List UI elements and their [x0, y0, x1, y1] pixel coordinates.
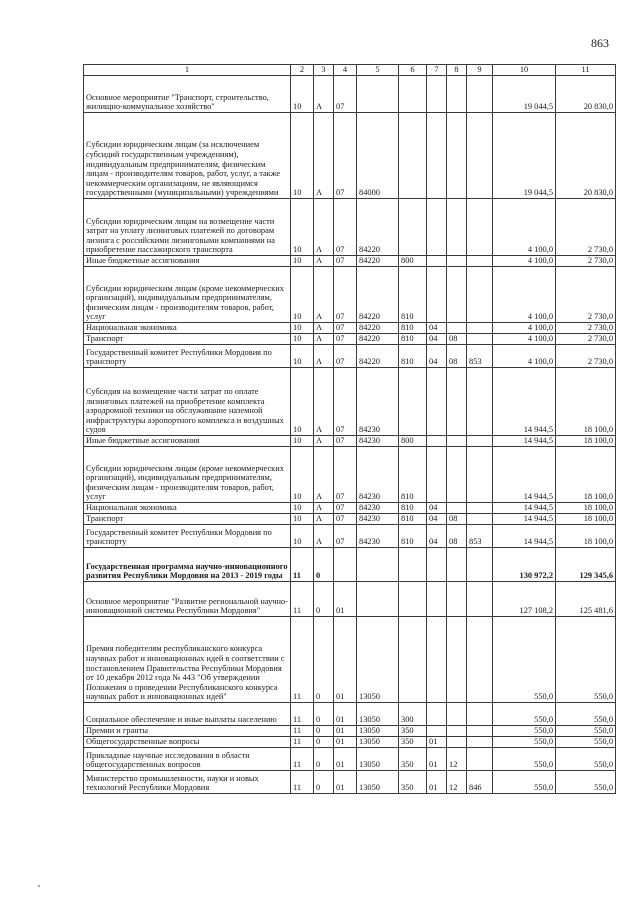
row-code-expense-type: 350 [399, 748, 427, 771]
row-code-division: 01 [427, 771, 447, 794]
table-row [84, 582, 616, 617]
row-description: Субсидии юридическим лицам (за исключением субсидий государственным учреждениям), индивидуальным предпринимателям, физическим лицам - производителям товаров, работ, услуг, а также некоммерческим организациям, не являющимся государственными (муниципальными) учреждениями [84, 113, 291, 199]
row-code-subdivision [447, 323, 467, 334]
row-code-division [427, 617, 447, 703]
row-code-expense-type [399, 548, 427, 582]
row-amount-2018: 550,0 [493, 737, 556, 748]
row-code-division [427, 436, 447, 447]
row-code-subdivision: 08 [447, 525, 467, 548]
row-amount-2018: 550,0 [493, 617, 556, 703]
row-code-expense-type [399, 617, 427, 703]
row-description: Транспорт [84, 514, 291, 525]
row-amount-2019: 18 100,0 [556, 368, 616, 436]
row-amount-2019: 2 730,0 [556, 199, 616, 256]
row-code-division [427, 267, 447, 323]
row-amount-2018: 14 944,5 [493, 368, 556, 436]
row-code-target: 13050 [357, 748, 399, 771]
column-header: 5 [357, 65, 399, 76]
row-code-a: 0 [314, 726, 334, 737]
row-description: Основное мероприятие "Развитие региональной научно-инновационной системы Республики Мордовия" [84, 582, 291, 617]
row-code-expense-type: 350 [399, 726, 427, 737]
row-description: Иные бюджетные ассигнования [84, 256, 291, 267]
row-amount-2018: 4 100,0 [493, 334, 556, 345]
row-amount-2018: 14 944,5 [493, 525, 556, 548]
table-row [84, 334, 616, 345]
table-row [84, 525, 616, 548]
row-code-a: 0 [314, 548, 334, 582]
row-code-division [427, 76, 447, 113]
row-code-ministry: 11 [291, 748, 314, 771]
row-code-section: 07 [334, 323, 357, 334]
scan-dot [38, 885, 40, 887]
row-code-target: 13050 [357, 771, 399, 794]
row-code-division: 04 [427, 514, 447, 525]
row-code-admin [467, 514, 493, 525]
row-code-division: 04 [427, 525, 447, 548]
row-code-subdivision [447, 726, 467, 737]
row-code-section: 07 [334, 334, 357, 345]
table-row [84, 76, 616, 113]
row-code-admin [467, 447, 493, 503]
row-code-subdivision [447, 617, 467, 703]
row-code-ministry: 10 [291, 514, 314, 525]
row-code-subdivision [447, 447, 467, 503]
row-code-ministry: 10 [291, 525, 314, 548]
row-code-ministry: 10 [291, 323, 314, 334]
row-code-division [427, 256, 447, 267]
column-header: 9 [467, 65, 493, 76]
row-amount-2018: 19 044,5 [493, 113, 556, 199]
row-code-ministry: 11 [291, 726, 314, 737]
row-description: Иные бюджетные ассигнования [84, 436, 291, 447]
row-code-admin [467, 582, 493, 617]
row-code-target: 84220 [357, 323, 399, 334]
row-code-division: 04 [427, 503, 447, 514]
row-code-section: 07 [334, 368, 357, 436]
row-code-subdivision: 12 [447, 748, 467, 771]
row-code-admin [467, 256, 493, 267]
column-header: 1 [84, 65, 291, 76]
row-code-division [427, 113, 447, 199]
row-code-target: 84230 [357, 447, 399, 503]
row-code-section: 07 [334, 256, 357, 267]
row-description: Государственный комитет Республики Мордовия по транспорту [84, 345, 291, 368]
row-amount-2019: 2 730,0 [556, 345, 616, 368]
row-code-target [357, 548, 399, 582]
row-code-a: А [314, 199, 334, 256]
row-code-ministry: 10 [291, 199, 314, 256]
row-code-subdivision [447, 199, 467, 256]
row-code-section: 07 [334, 503, 357, 514]
row-amount-2019: 129 345,6 [556, 548, 616, 582]
row-code-ministry: 10 [291, 113, 314, 199]
row-amount-2018: 550,0 [493, 771, 556, 794]
row-amount-2019: 125 481,6 [556, 582, 616, 617]
column-header: 8 [447, 65, 467, 76]
row-description: Основное мероприятие "Транспорт, строительство, жилищно-коммунальное хозяйство" [84, 76, 291, 113]
row-code-subdivision [447, 503, 467, 514]
row-code-a: А [314, 436, 334, 447]
row-code-division [427, 726, 447, 737]
row-code-a: А [314, 368, 334, 436]
column-header: 6 [399, 65, 427, 76]
row-code-ministry: 10 [291, 345, 314, 368]
row-description: Субсидии юридическим лицам на возмещение части затрат на уплату лизинговых платежей по договорам лизинга с российскими лизинговыми компаниями на приобретение пассажирского транспорта [84, 199, 291, 256]
page-number: 863 [591, 36, 609, 50]
row-code-expense-type: 810 [399, 525, 427, 548]
row-code-section: 07 [334, 199, 357, 256]
row-code-a: 0 [314, 737, 334, 748]
table-row [84, 345, 616, 368]
row-description: Премия победителям республиканского конкурса научных работ и инновационных идей в соответствии с постановлением Правительства Республики Мордовия от 10 декабря 2012 года № 443 "Об утверждении Положения о проведении Республиканского конкурса научных работ и инновационных идей" [84, 617, 291, 703]
row-amount-2018: 14 944,5 [493, 447, 556, 503]
row-code-section: 01 [334, 748, 357, 771]
row-code-ministry: 11 [291, 548, 314, 582]
row-code-target: 84000 [357, 113, 399, 199]
row-code-a: А [314, 323, 334, 334]
row-code-expense-type [399, 368, 427, 436]
row-code-division [427, 703, 447, 726]
row-code-admin [467, 503, 493, 514]
row-amount-2018: 130 972,2 [493, 548, 556, 582]
row-code-admin: 853 [467, 345, 493, 368]
row-code-target: 84230 [357, 514, 399, 525]
row-code-admin [467, 548, 493, 582]
row-code-a: А [314, 334, 334, 345]
row-code-a: 0 [314, 748, 334, 771]
row-code-a: А [314, 503, 334, 514]
row-code-subdivision: 08 [447, 334, 467, 345]
table-row [84, 737, 616, 748]
table-row [84, 726, 616, 737]
row-code-admin [467, 267, 493, 323]
row-code-ministry: 10 [291, 76, 314, 113]
row-code-section: 07 [334, 447, 357, 503]
row-code-division [427, 548, 447, 582]
table-row [84, 703, 616, 726]
row-code-subdivision: 12 [447, 771, 467, 794]
row-code-ministry: 11 [291, 771, 314, 794]
row-code-expense-type [399, 582, 427, 617]
row-description: Прикладные научные исследования в области общегосударственных вопросов [84, 748, 291, 771]
row-code-section: 07 [334, 267, 357, 323]
row-code-ministry: 11 [291, 737, 314, 748]
row-code-admin [467, 368, 493, 436]
row-description: Общегосударственные вопросы [84, 737, 291, 748]
row-code-admin [467, 703, 493, 726]
row-code-target: 84220 [357, 334, 399, 345]
row-code-admin [467, 726, 493, 737]
row-amount-2019: 18 100,0 [556, 447, 616, 503]
row-code-subdivision [447, 703, 467, 726]
row-amount-2019: 550,0 [556, 726, 616, 737]
row-code-a: А [314, 267, 334, 323]
row-code-a: А [314, 256, 334, 267]
row-description: Министерство промышленности, науки и новых технологий Республики Мордовия [84, 771, 291, 794]
row-description: Субсидии юридическим лицам (кроме некоммерческих организаций), индивидуальным предпринимателям, физическим лицам - производителям товаров, работ, услуг [84, 447, 291, 503]
column-header: 4 [334, 65, 357, 76]
row-code-subdivision [447, 368, 467, 436]
table-row [84, 267, 616, 323]
row-code-a: А [314, 345, 334, 368]
row-code-subdivision [447, 582, 467, 617]
table-row [84, 748, 616, 771]
row-amount-2019: 2 730,0 [556, 267, 616, 323]
row-amount-2019: 550,0 [556, 737, 616, 748]
row-amount-2018: 550,0 [493, 748, 556, 771]
row-code-subdivision: 08 [447, 345, 467, 368]
row-description: Субсидия на возмещение части затрат по оплате лизинговых платежей на приобретение комплекта аэродромной техники на обслуживание наземной инфраструктуры аэропортного комплекса и воздушных судов [84, 368, 291, 436]
row-code-division [427, 199, 447, 256]
row-code-admin [467, 76, 493, 113]
row-code-section: 01 [334, 771, 357, 794]
row-amount-2018: 4 100,0 [493, 267, 556, 323]
row-code-section: 01 [334, 726, 357, 737]
row-amount-2018: 19 044,5 [493, 76, 556, 113]
row-code-section: 07 [334, 76, 357, 113]
row-code-subdivision [447, 256, 467, 267]
row-code-expense-type: 350 [399, 771, 427, 794]
row-amount-2018: 4 100,0 [493, 256, 556, 267]
row-code-target: 13050 [357, 737, 399, 748]
row-code-section [334, 548, 357, 582]
row-code-expense-type: 810 [399, 503, 427, 514]
row-amount-2019: 20 830,0 [556, 113, 616, 199]
table-body [84, 76, 616, 794]
row-code-ministry: 10 [291, 436, 314, 447]
row-code-ministry: 10 [291, 503, 314, 514]
column-header: 7 [427, 65, 447, 76]
row-amount-2018: 4 100,0 [493, 323, 556, 334]
row-code-admin [467, 323, 493, 334]
column-header: 3 [314, 65, 334, 76]
row-code-expense-type: 800 [399, 436, 427, 447]
row-amount-2019: 2 730,0 [556, 256, 616, 267]
row-code-division: 01 [427, 737, 447, 748]
row-code-target: 84220 [357, 267, 399, 323]
row-amount-2019: 18 100,0 [556, 503, 616, 514]
row-description: Социальное обеспечение и иные выплаты населению [84, 703, 291, 726]
table-header-row [84, 65, 616, 76]
row-code-expense-type [399, 199, 427, 256]
row-code-subdivision [447, 737, 467, 748]
row-code-target: 13050 [357, 726, 399, 737]
row-description: Премии и гранты [84, 726, 291, 737]
row-amount-2019: 18 100,0 [556, 436, 616, 447]
table-row [84, 514, 616, 525]
row-code-admin: 846 [467, 771, 493, 794]
table-row [84, 447, 616, 503]
row-code-a: А [314, 525, 334, 548]
row-description: Государственная программа научно-инновационного развития Республики Мордовия на 2013 - 2019 годы [84, 548, 291, 582]
row-code-target: 84220 [357, 199, 399, 256]
row-amount-2018: 4 100,0 [493, 199, 556, 256]
row-code-target: 13050 [357, 617, 399, 703]
row-code-division: 04 [427, 345, 447, 368]
row-code-division [427, 447, 447, 503]
row-code-division [427, 368, 447, 436]
row-amount-2019: 550,0 [556, 771, 616, 794]
row-code-ministry: 10 [291, 256, 314, 267]
table-row [84, 323, 616, 334]
table-row [84, 548, 616, 582]
column-header: 10 [493, 65, 556, 76]
row-code-section: 07 [334, 436, 357, 447]
row-code-target: 84230 [357, 436, 399, 447]
row-code-division: 04 [427, 334, 447, 345]
row-code-section: 01 [334, 737, 357, 748]
table-row [84, 199, 616, 256]
row-code-admin [467, 737, 493, 748]
row-code-division: 04 [427, 323, 447, 334]
row-description: Субсидии юридическим лицам (кроме некоммерческих организаций), индивидуальным предпринимателям, физическим лицам - производителям товаров, работ, услуг [84, 267, 291, 323]
row-code-a: А [314, 447, 334, 503]
row-code-expense-type: 810 [399, 514, 427, 525]
row-code-subdivision [447, 267, 467, 323]
row-code-subdivision [447, 76, 467, 113]
row-code-a: 0 [314, 771, 334, 794]
row-amount-2019: 2 730,0 [556, 334, 616, 345]
row-code-expense-type [399, 113, 427, 199]
row-amount-2019: 18 100,0 [556, 514, 616, 525]
row-amount-2019: 20 830,0 [556, 76, 616, 113]
row-code-expense-type: 810 [399, 267, 427, 323]
row-code-expense-type: 810 [399, 323, 427, 334]
row-code-ministry: 10 [291, 334, 314, 345]
row-code-expense-type: 810 [399, 447, 427, 503]
row-code-subdivision [447, 436, 467, 447]
row-code-subdivision: 08 [447, 514, 467, 525]
row-code-section: 01 [334, 703, 357, 726]
row-code-ministry: 10 [291, 368, 314, 436]
row-code-subdivision [447, 113, 467, 199]
row-code-expense-type: 300 [399, 703, 427, 726]
row-code-target: 84220 [357, 345, 399, 368]
row-amount-2018: 127 108,2 [493, 582, 556, 617]
row-code-a: А [314, 76, 334, 113]
row-amount-2019: 550,0 [556, 617, 616, 703]
row-code-admin [467, 436, 493, 447]
row-code-a: А [314, 514, 334, 525]
row-code-admin [467, 748, 493, 771]
row-description: Национальная экономика [84, 503, 291, 514]
row-code-target: 84230 [357, 503, 399, 514]
row-code-ministry: 10 [291, 447, 314, 503]
row-code-admin [467, 617, 493, 703]
table-row [84, 617, 616, 703]
table-row [84, 771, 616, 794]
row-code-subdivision [447, 548, 467, 582]
row-code-expense-type: 810 [399, 334, 427, 345]
row-code-admin: 853 [467, 525, 493, 548]
budget-table [83, 64, 616, 794]
row-amount-2018: 14 944,5 [493, 436, 556, 447]
row-code-section: 01 [334, 582, 357, 617]
row-code-target [357, 582, 399, 617]
row-amount-2019: 2 730,0 [556, 323, 616, 334]
table-row [84, 368, 616, 436]
column-header: 11 [556, 65, 616, 76]
row-code-target [357, 76, 399, 113]
row-code-ministry: 11 [291, 582, 314, 617]
row-code-target: 13050 [357, 703, 399, 726]
row-code-ministry: 10 [291, 267, 314, 323]
row-amount-2019: 550,0 [556, 703, 616, 726]
row-description: Национальная экономика [84, 323, 291, 334]
row-code-ministry: 11 [291, 703, 314, 726]
row-code-admin [467, 113, 493, 199]
row-code-division [427, 582, 447, 617]
row-code-admin [467, 199, 493, 256]
row-code-admin [467, 334, 493, 345]
row-amount-2019: 18 100,0 [556, 525, 616, 548]
row-code-expense-type: 810 [399, 345, 427, 368]
row-code-a: 0 [314, 582, 334, 617]
table-row [84, 436, 616, 447]
row-code-a: 0 [314, 703, 334, 726]
row-code-target: 84220 [357, 256, 399, 267]
row-code-target: 84230 [357, 525, 399, 548]
row-code-section: 01 [334, 617, 357, 703]
row-amount-2018: 14 944,5 [493, 503, 556, 514]
row-code-division: 01 [427, 748, 447, 771]
row-amount-2019: 550,0 [556, 748, 616, 771]
table-row [84, 503, 616, 514]
row-code-section: 07 [334, 345, 357, 368]
table-row [84, 113, 616, 199]
row-amount-2018: 550,0 [493, 726, 556, 737]
row-code-section: 07 [334, 113, 357, 199]
row-code-expense-type: 350 [399, 737, 427, 748]
row-amount-2018: 4 100,0 [493, 345, 556, 368]
row-code-section: 07 [334, 525, 357, 548]
row-code-a: 0 [314, 617, 334, 703]
row-code-expense-type [399, 76, 427, 113]
row-amount-2018: 550,0 [493, 703, 556, 726]
row-code-expense-type: 800 [399, 256, 427, 267]
column-header: 2 [291, 65, 314, 76]
row-code-a: А [314, 113, 334, 199]
row-code-ministry: 11 [291, 617, 314, 703]
table-row [84, 256, 616, 267]
row-description: Государственный комитет Республики Мордовия по транспорту [84, 525, 291, 548]
row-description: Транспорт [84, 334, 291, 345]
row-code-section: 07 [334, 514, 357, 525]
row-code-target: 84230 [357, 368, 399, 436]
row-amount-2018: 14 944,5 [493, 514, 556, 525]
